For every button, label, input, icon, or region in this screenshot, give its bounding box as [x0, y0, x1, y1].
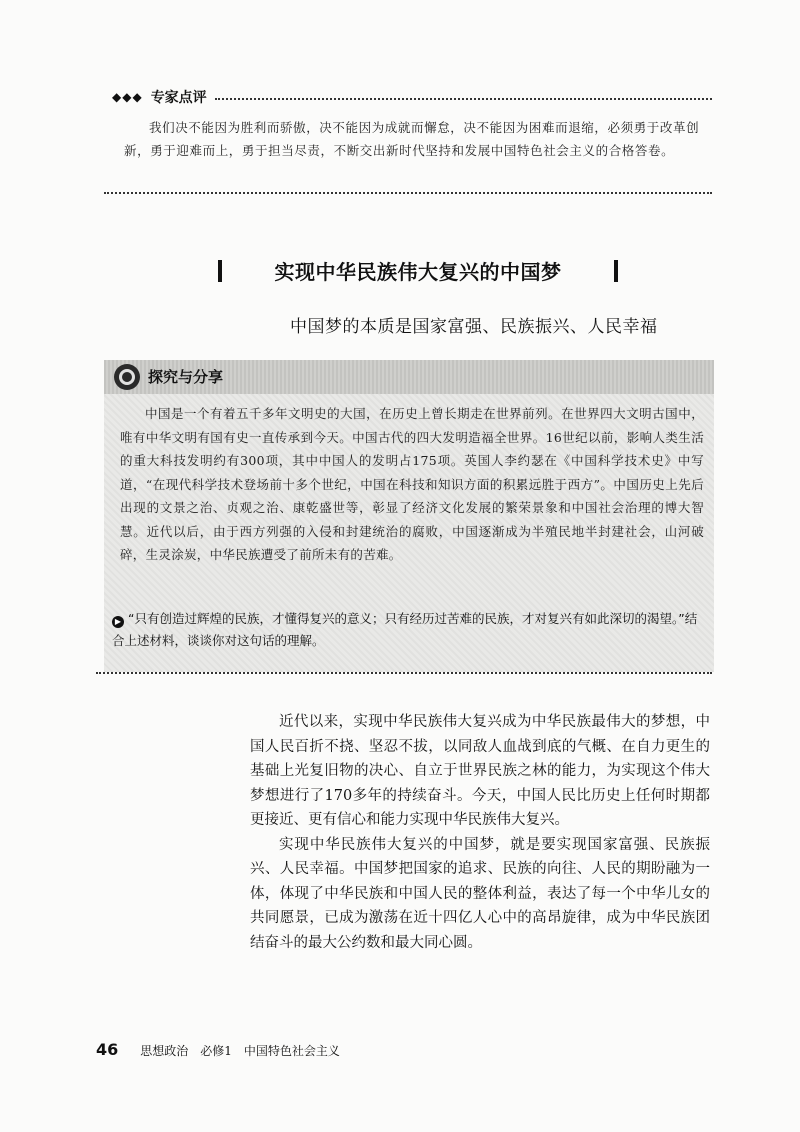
expert-comment-text: 我们决不能因为胜利而骄傲，决不能因为成就而懈怠，决不能因为困难而退缩，必须勇于改革创新，勇于迎难而上，勇于担当尽责，不断交出新时代坚持和发展中国特色社会主义的合格答卷。	[124, 120, 700, 158]
footer-volume: 必修1	[200, 1044, 232, 1058]
expert-comment-box	[112, 86, 712, 162]
diamond-bullets-icon: ◆◆◆	[112, 90, 143, 104]
section-subtitle: 中国梦的本质是国家富强、民族振兴、人民幸福	[290, 317, 658, 337]
dotted-divider	[104, 192, 712, 194]
expert-comment-header	[112, 86, 712, 108]
explore-share-box	[104, 360, 714, 672]
explore-icon	[114, 364, 140, 390]
dotted-divider	[215, 98, 712, 100]
title-bar-left	[218, 260, 222, 282]
page-footer	[96, 1040, 352, 1059]
play-bullet-icon: ▶	[112, 616, 124, 628]
discussion-question-text: “只有创造过辉煌的民族，才懂得复兴的意义；只有经历过苦难的民族，才对复兴有如此深切的渴望。”结合上述材料，谈谈你对这句话的理解。	[112, 611, 698, 648]
explore-share-text: 中国是一个有着五千多年文明史的大国，在历史上曾长期走在世界前列。在世界四大文明古国中，唯有中华文明有国有史一直传承到今天。中国古代的四大发明造福全世界。16世纪以前，影响人类生活的重大科技发明约有300项，其中中国人的发明占175项。英国人李约瑟在《中国科学技术史》中写道，“在现代科学技术登场前十多个世纪，中国在科技和知识方面的积累远胜于西方”。中国历史上先后出现的文景之治、贞观之治、康乾盛世等，彰显了经济文化发展的繁荣景象和中国社会治理的博大智慧。近代以后，由于西方列强的入侵和封建统治的腐败，中国逐渐成为半殖民地半封建社会，山河破碎，生灵涂炭，中华民族遭受了前所未有的苦难。	[120, 406, 704, 562]
explore-share-header	[104, 360, 714, 394]
section-title	[218, 256, 618, 285]
explore-share-title: 探究与分享	[148, 368, 224, 386]
body-paragraph: 近代以来，实现中华民族伟大复兴成为中华民族最伟大的梦想，中国人民百折不挠、坚忍不拔，以同敌人血战到底的气概、在自力更生的基础上光复旧物的决心、自立于世界民族之林的能力，为实现这个伟大梦想进行了170多年的持续奋斗。今天，中国人民比历史上任何时期都更接近、更有信心和能力实现中华民族伟大复兴。	[250, 714, 710, 828]
expert-comment-title: 专家点评	[150, 90, 207, 106]
page-number: 46	[96, 1040, 119, 1059]
title-bar-right	[614, 260, 618, 282]
body-paragraph: 实现中华民族伟大复兴的中国梦，就是要实现国家富强、民族振兴、人民幸福。中国梦把国家的追求、民族的向往、人民的期盼融为一体，体现了中华民族和中国人民的整体利益，表达了每一个中华儿女的共同愿景，已成为激荡在近十四亿人心中的高昂旋律，成为中华民族团结奋斗的最大公约数和最大同心圆。	[250, 836, 710, 951]
discussion-question	[112, 608, 708, 652]
dotted-divider	[96, 672, 712, 674]
main-body-text	[250, 710, 710, 955]
footer-book-title: 中国特色社会主义	[243, 1044, 340, 1058]
section-title-text: 实现中华民族伟大复兴的中国梦	[274, 260, 562, 284]
footer-subject: 思想政治	[140, 1044, 189, 1058]
